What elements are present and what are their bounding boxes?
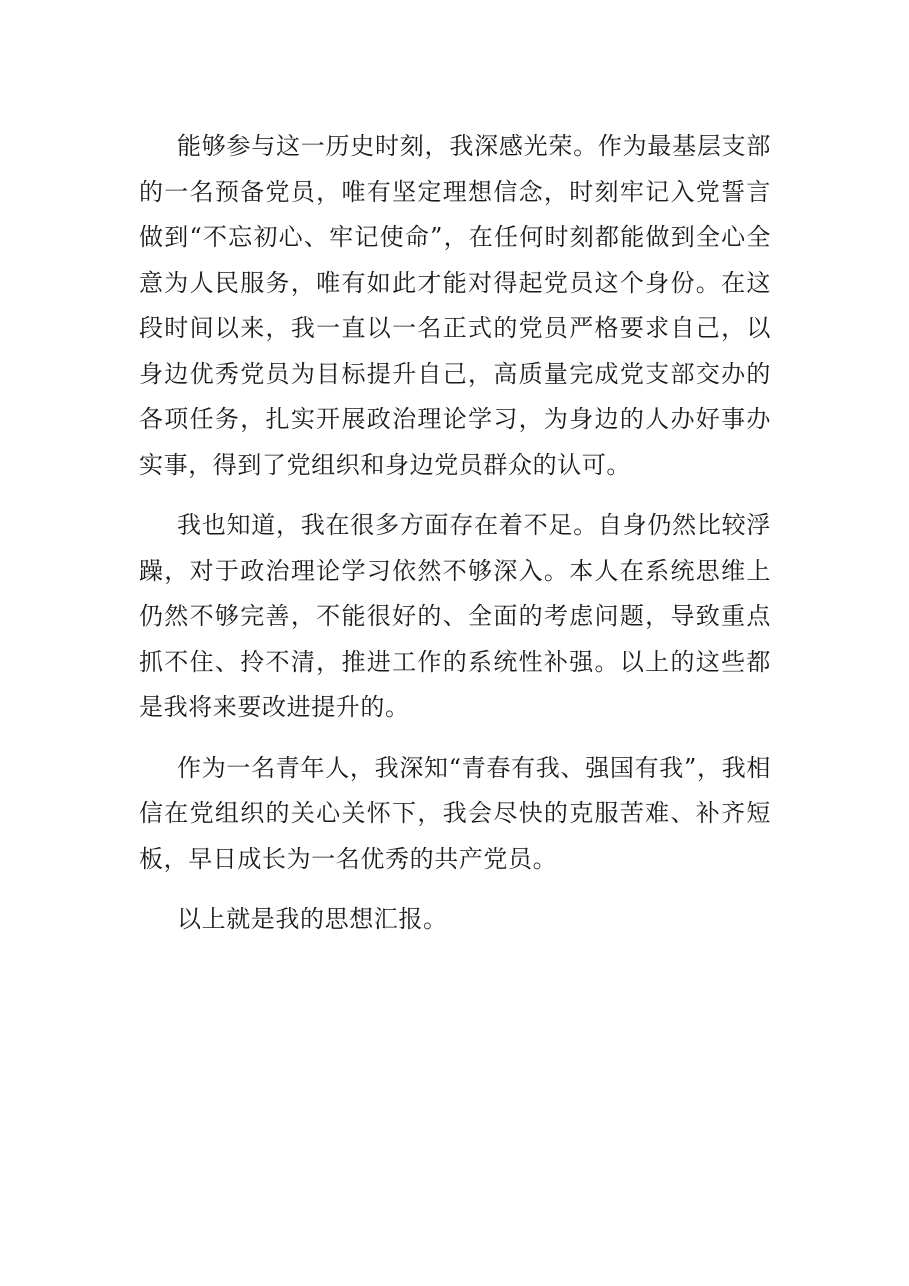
paragraph-honor: 能够参与这一历史时刻，我深感光荣。作为最基层支部的一名预备党员，唯有坚定理想信念，时刻牢记入党誓言做到“不忘初心、牢记使命”，在任何时刻都能做到全心全意为人民服务，唯有如此才能对得起党员这个身份。在这段时间以来，我一直以一名正式的党员严格要求自己，以身边优秀党员为目标提升自己，高质量完成党支部交办的各项任务，扎实开展政治理论学习，为身边的人办好事办实事，得到了党组织和身边党员群众的认可。 bbox=[139, 132, 771, 479]
paragraph-shortcomings: 我也知道，我在很多方面存在着不足。自身仍然比较浮躁，对于政治理论学习依然不够深入。本人在系统思维上仍然不够完善，不能很好的、全面的考虑问题，导致重点抓不住、拎不清，推进工作的系统性补强。以上的这些都是我将来要改进提升的。 bbox=[139, 511, 771, 721]
document-body bbox=[139, 124, 771, 958]
paragraph-closing: 以上就是我的思想汇报。 bbox=[177, 905, 448, 933]
paragraph-youth: 作为一名青年人，我深知“青春有我、强国有我”，我相信在党组织的关心关怀下，我会尽快的克服苦难、补齐短板，早日成长为一名优秀的共产党员。 bbox=[139, 753, 771, 873]
